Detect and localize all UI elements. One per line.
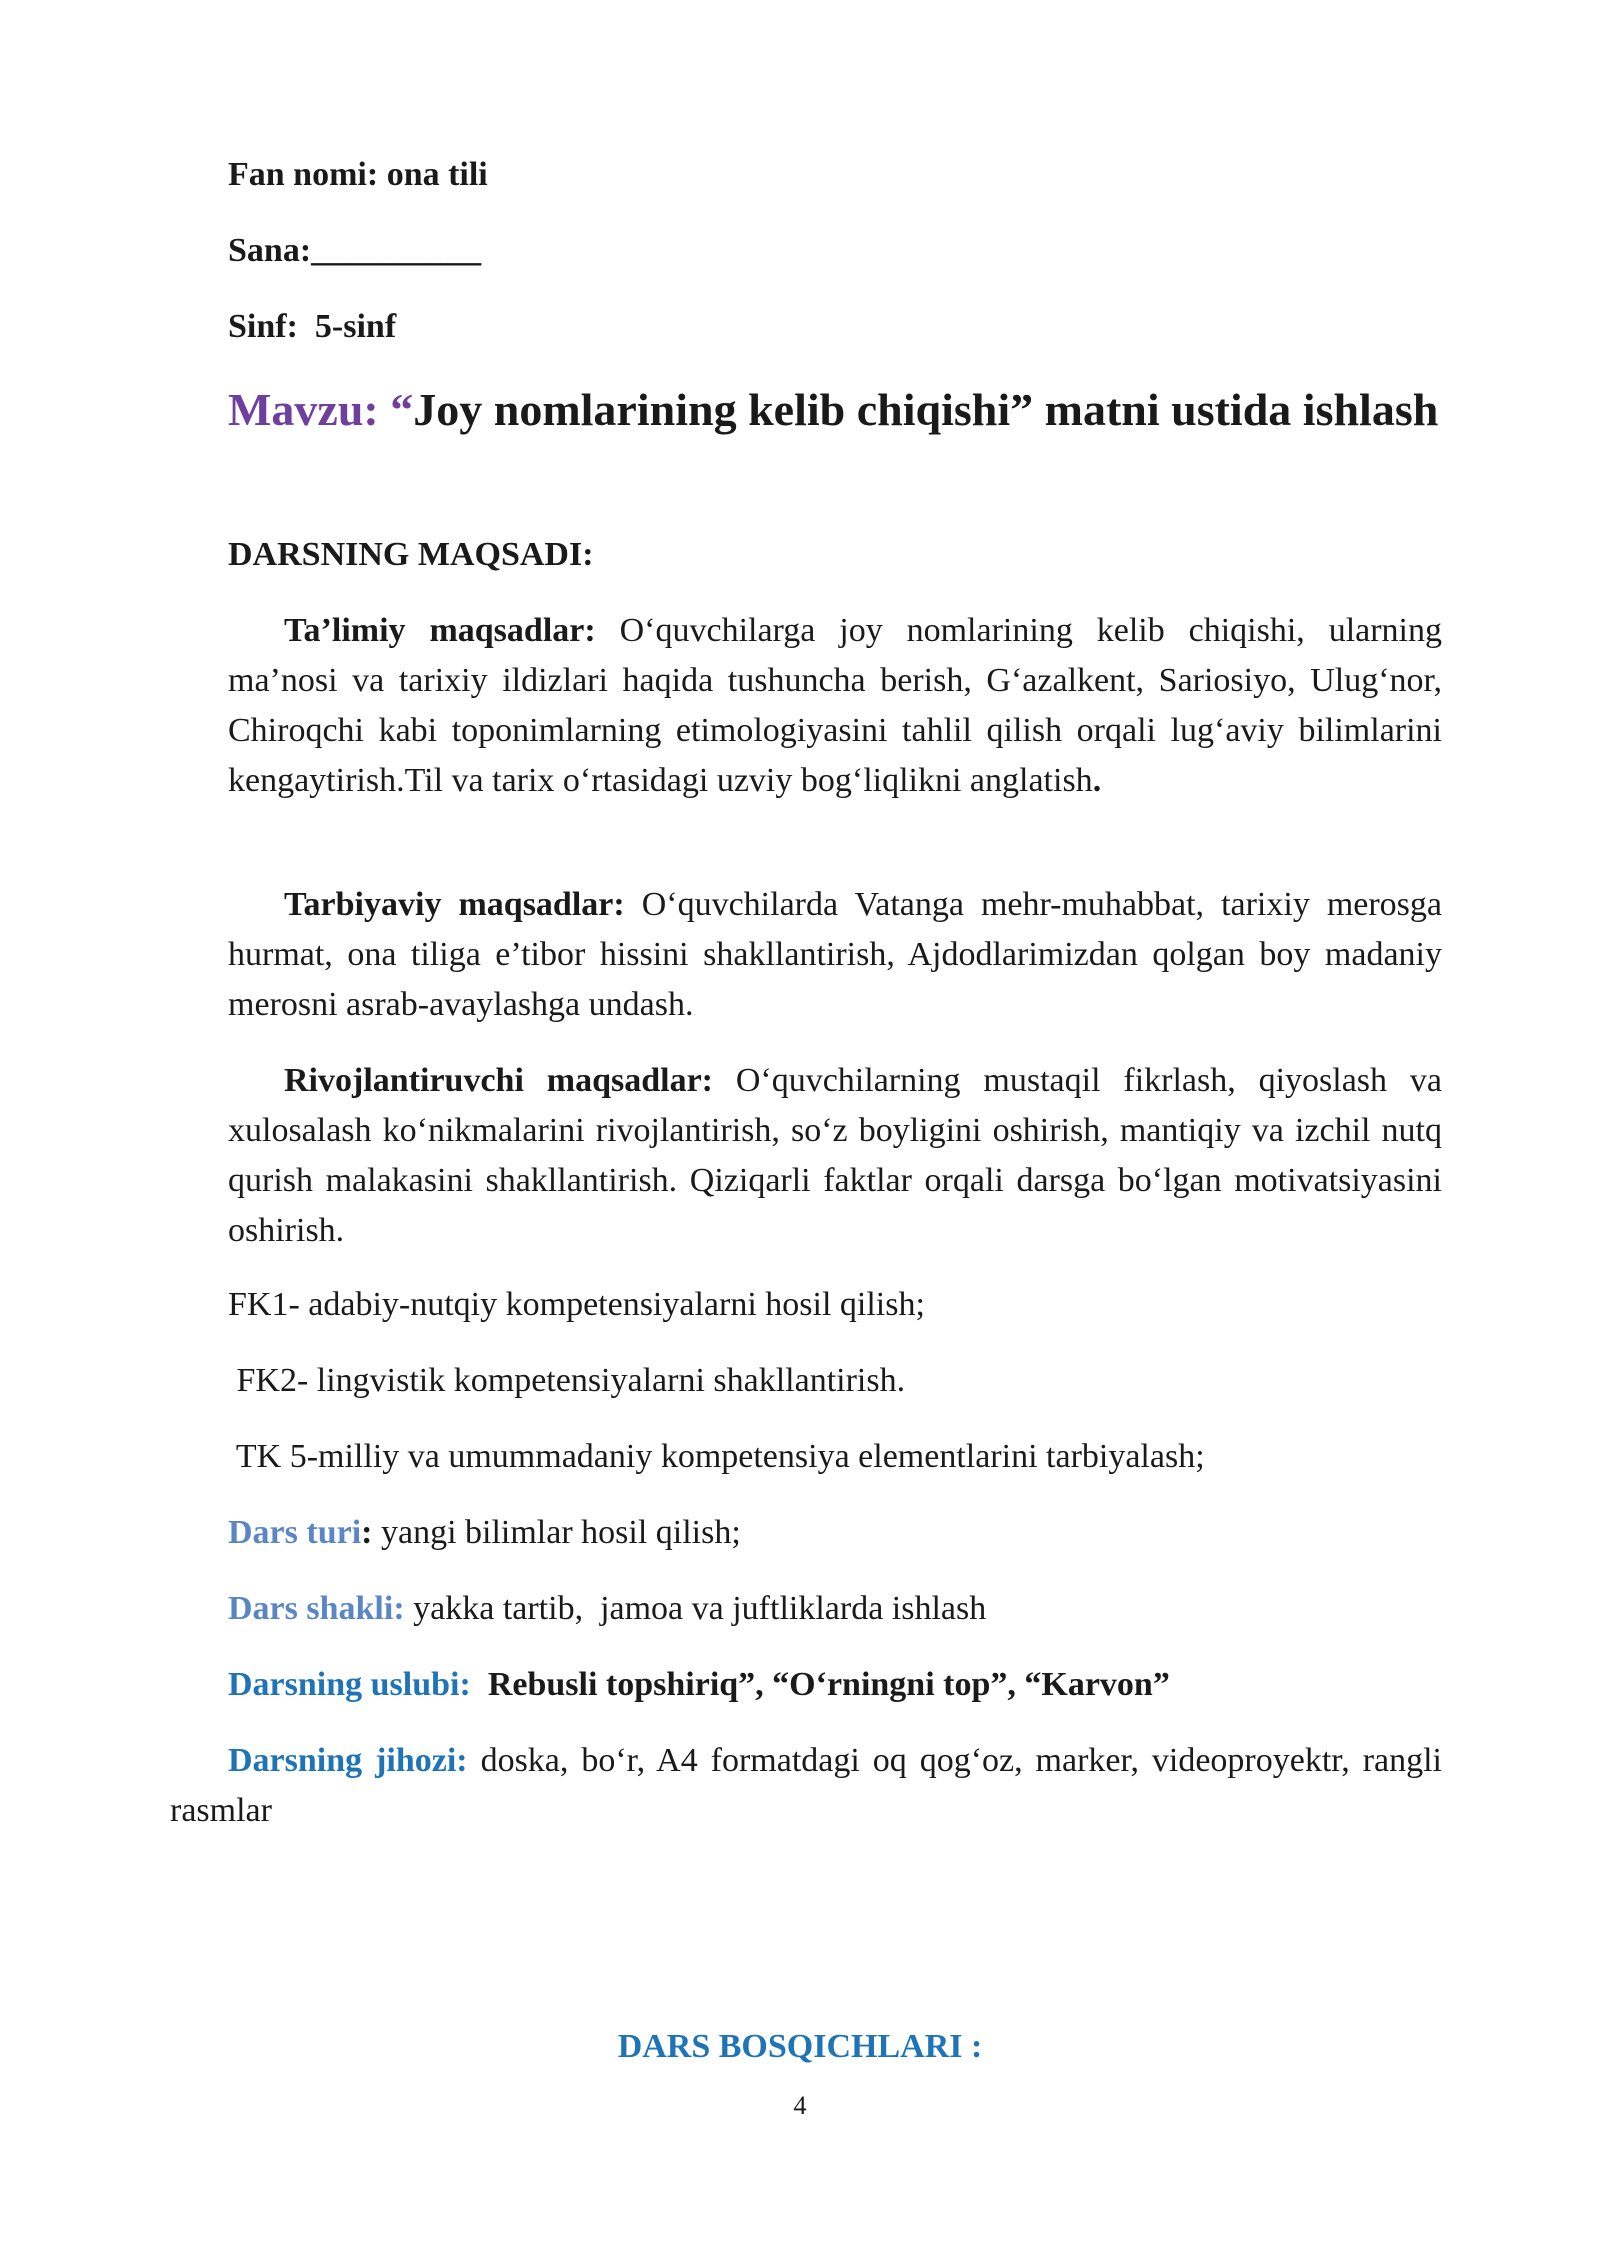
lesson-type-line [228, 1508, 741, 1558]
topic-label: Mavzu: [228, 384, 379, 435]
class-label: Sinf: [228, 308, 298, 345]
topic-open-quote: “ [390, 384, 414, 435]
developing-goals [228, 1056, 1442, 1256]
lesson-type-value: yangi bilimlar hosil qilish; [372, 1514, 741, 1551]
competency-fk2: FK2- lingvistik kompetensiyalarni shakllantirish. [228, 1362, 906, 1399]
lesson-type-colon: : [361, 1514, 373, 1551]
educational-label: Ta’limiy maqsadlar: [284, 612, 596, 649]
class-value: 5-sinf [314, 308, 397, 345]
goals-heading: DARSNING MAQSADI: [228, 536, 594, 573]
educational-end: . [1092, 762, 1102, 799]
developing-text: O‘quvchilarning mustaqil fikrlash, qiyoslash va xulosalash ko‘nikmalarini rivojlantirish, so‘z boyligini oshirish, mantiqiy va izchil nutq qurish malakasini shakllantirish. Qiziqarli faktlar orqali darsga bo‘lgan motivatsiyasini oshirish. [228, 1062, 1442, 1249]
lesson-method-label: Darsning uslubi: [228, 1666, 480, 1703]
subject-line [228, 150, 488, 200]
upbringing-text: O‘quvchilarda Vatanga mehr-muhabbat, tarixiy merosga hurmat, ona tiliga e’tibor hissini shakllantirish, Ajdodlarimizdan qolgan boy madaniy merosni asrab-avaylashga undash. [228, 886, 1443, 1023]
upbringing-label: Tarbiyaviy maqsadlar: [284, 886, 625, 923]
lesson-form-label: Dars shakli: [228, 1590, 405, 1627]
upbringing-goals [228, 880, 1442, 1030]
lesson-equipment-value: doska, bo‘r, A4 formatdagi oq qog‘oz, marker, videoproyektr, rangli rasmlar [170, 1742, 1442, 1829]
date-blank: __________ [311, 232, 482, 269]
class-line [228, 302, 396, 352]
competency-fk1: FK1- adabiy-nutqiy kompetensiyalarni hosil qilish; [228, 1286, 925, 1323]
lesson-type-label: Dars turi [228, 1514, 362, 1551]
lesson-method-line [228, 1660, 1170, 1710]
lesson-form-value: yakka tartib, jamoa va juftliklarda ishlash [404, 1590, 987, 1627]
lesson-equipment-label: Darsning jihozi: [228, 1742, 468, 1779]
date-label: Sana: [228, 232, 312, 269]
lesson-equipment [170, 1736, 1442, 1836]
date-line [228, 226, 481, 276]
educational-text: O‘quvchilarga joy nomlarining kelib chiqishi, ularning ma’nosi va tarixiy ildizlari haqida tushuncha berish, G‘azalkent, Sariosiyo, Ulug‘nor, Chiroqchi kabi toponimlarning etimologiyasini tahlil qilish orqali lug‘aviy bilimlarini kengaytirish.Til va tarix o‘rtasidagi uzviy bog‘liqlikni anglatish [228, 612, 1442, 799]
subject-value: ona tili [386, 156, 488, 193]
educational-goals [228, 606, 1442, 806]
subject-label: Fan nomi: [228, 156, 379, 193]
lesson-form-line [228, 1584, 986, 1634]
stages-heading: DARS BOSQICHLARI : [617, 2028, 983, 2065]
topic-title [170, 378, 1440, 442]
page-number: 4 [793, 2091, 807, 2120]
topic-text: Joy nomlarining kelib chiqishi” matni ustida ishlash [413, 384, 1439, 435]
competency-tk: TK 5-milliy va umummadaniy kompetensiya elementlarini tarbiyalash; [228, 1438, 1205, 1475]
developing-label: Rivojlantiruvchi maqsadlar: [284, 1062, 713, 1099]
lesson-method-value: Rebusli topshiriq”, “O‘rningni top”, “Karvon” [479, 1666, 1170, 1703]
